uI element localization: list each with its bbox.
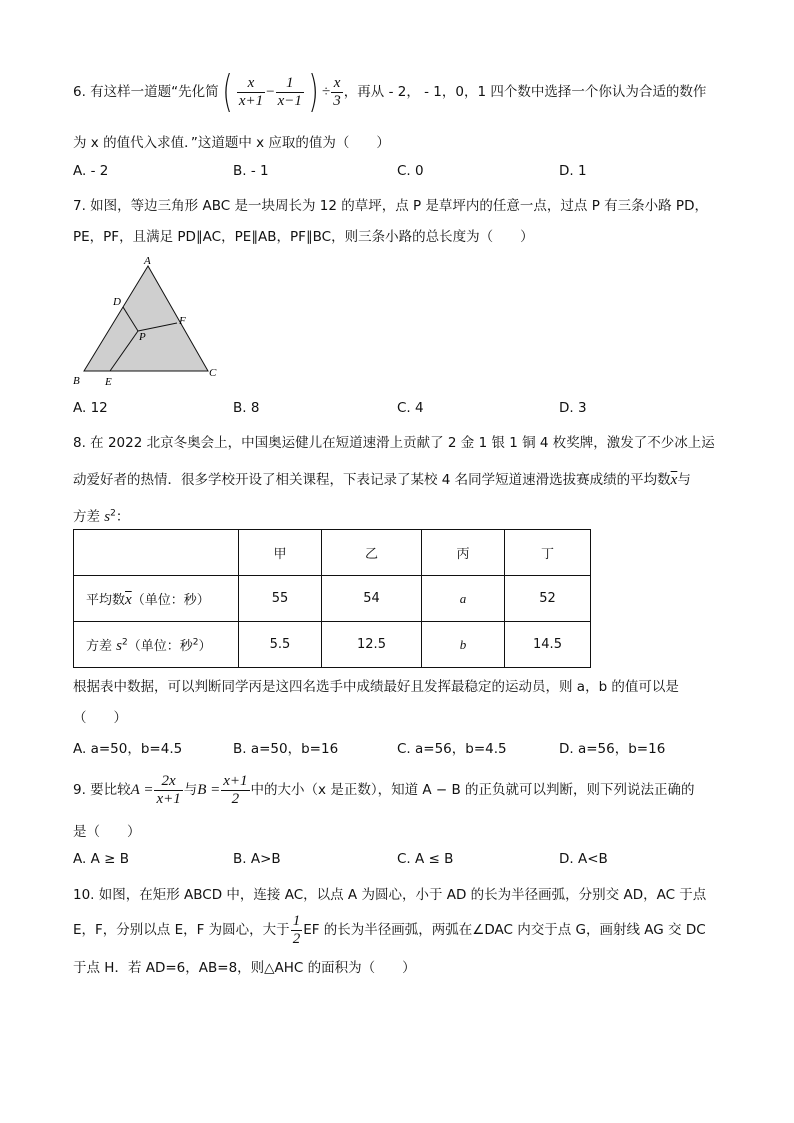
minus-sign: − bbox=[266, 84, 275, 100]
q7-line1: 7. 如图，等边三角形 ABC 是一块周长为 12 的草坪，点 P 是草坪内的任意一点，过点 P 有三条小路 PD， bbox=[73, 198, 708, 214]
label-f: F bbox=[179, 315, 186, 327]
q10-line3: 于点 H．若 AD=6，AB=8，则△AHC 的面积为（ ） bbox=[73, 960, 416, 976]
table-cell: 52 bbox=[505, 576, 591, 622]
table-row bbox=[74, 576, 591, 622]
q6-option-b: B. - 1 bbox=[233, 163, 269, 179]
q10-line2: E，F，分别以点 E，F 为圆心，大于 $\frac{1}{2}$ EF 的长为半径画弧，两弧在∠DAC 内交于点 G，画射线 AG 交 DC bbox=[73, 912, 706, 947]
q6-line1-post: ，再从 - 2， - 1，0，1 四个数中选择一个你认为合适的数作 bbox=[343, 84, 707, 100]
b-equals: B = bbox=[197, 782, 221, 798]
score-table bbox=[73, 529, 591, 668]
q6-frac-b: $\frac{1}{x-1}$ bbox=[277, 74, 302, 109]
q8-option-d: D. a=56，b=16 bbox=[559, 741, 666, 757]
q8-after1: 根据表中数据，可以判断同学丙是这四名选手中成绩最好且发挥最稳定的运动员，则 a，b 的值可以是 bbox=[73, 679, 679, 695]
table-header-yi: 乙 bbox=[322, 530, 422, 576]
q6-option-c: C. 0 bbox=[397, 163, 424, 179]
q8-line3: 方差 $s^2$： bbox=[73, 508, 130, 525]
q9-option-c: C. A ≤ B bbox=[397, 851, 454, 867]
q9-option-a: A. A ≥ B bbox=[73, 851, 129, 867]
table-header-row bbox=[74, 530, 591, 576]
label-d: D bbox=[113, 296, 121, 308]
q6-frac-c: $\frac{x}{3}$ bbox=[333, 74, 341, 109]
table-header-empty bbox=[74, 530, 239, 576]
label-a: A bbox=[144, 255, 151, 267]
q6-line1 bbox=[73, 66, 707, 117]
q9-frac-b: $\frac{x+1}{2}$ bbox=[223, 772, 248, 807]
table-cell: 5.5 bbox=[239, 622, 322, 668]
table-cell: a bbox=[422, 576, 505, 622]
div-sign: ÷ bbox=[322, 84, 331, 100]
q7-option-a: A. 12 bbox=[73, 400, 108, 416]
triangle-figure bbox=[68, 254, 228, 390]
q7-option-c: C. 4 bbox=[397, 400, 424, 416]
q9-line2: 是（ ） bbox=[73, 824, 141, 840]
q8-option-b: B. a=50，b=16 bbox=[233, 741, 339, 757]
table-header-bing: 丙 bbox=[422, 530, 505, 576]
q7-option-b: B. 8 bbox=[233, 400, 260, 416]
q8-line1: 8. 在 2022 北京冬奥会上，中国奥运健儿在短道速滑上贡献了 2 金 1 银 1 铜 4 枚奖牌，激发了不少冰上运 bbox=[73, 435, 715, 451]
left-paren: ( bbox=[222, 66, 233, 117]
q6-option-d: D. 1 bbox=[559, 163, 587, 179]
mean-symbol: $\overline{x}$ bbox=[670, 472, 678, 488]
q6-line1-pre: 6. 有这样一道题“先化简 bbox=[73, 84, 219, 100]
table-header-jia: 甲 bbox=[239, 530, 322, 576]
table-row bbox=[74, 622, 591, 668]
q9-option-d: D. A<B bbox=[559, 851, 608, 867]
q6-frac-a: $\frac{x}{x+1}$ bbox=[238, 74, 264, 109]
table-cell: 14.5 bbox=[505, 622, 591, 668]
q9-line1: 9. 要比较A = $\frac{2x}{x+1}$ 与B = $\frac{x+1}{2}$ 中的大小（x 是正数），知道 A − B 的正负就可以判断，则下列说法正确的 bbox=[73, 772, 695, 807]
q8-option-c: C. a=56，b=4.5 bbox=[397, 741, 507, 757]
right-paren: ) bbox=[308, 66, 319, 117]
q7-option-d: D. 3 bbox=[559, 400, 587, 416]
label-p: P bbox=[139, 331, 146, 343]
a-equals: A = bbox=[130, 782, 154, 798]
label-b: B bbox=[73, 375, 80, 387]
q9-frac-a: $\frac{2x}{x+1}$ bbox=[156, 772, 181, 807]
triangle-abc bbox=[84, 266, 208, 371]
label-e: E bbox=[105, 376, 112, 388]
q6-option-a: A. - 2 bbox=[73, 163, 109, 179]
label-c: C bbox=[209, 367, 217, 379]
row-label-mean: 平均数$\overline{x}$（单位：秒） bbox=[74, 576, 239, 622]
q8-after2: （ ） bbox=[73, 710, 127, 726]
q6-line2: 为 x 的值代入求值．”这道题中 x 应取的值为（ ） bbox=[73, 135, 390, 151]
table-cell: 55 bbox=[239, 576, 322, 622]
table-cell: 54 bbox=[322, 576, 422, 622]
q7-line2: PE，PF，且满足 PD∥AC，PE∥AB，PF∥BC，则三条小路的总长度为（ ） bbox=[73, 229, 534, 245]
q9-option-b: B. A>B bbox=[233, 851, 281, 867]
table-header-ding: 丁 bbox=[505, 530, 591, 576]
half-fraction: $\frac{1}{2}$ bbox=[292, 912, 301, 947]
table-cell: b bbox=[422, 622, 505, 668]
q10-line1: 10. 如图，在矩形 ABCD 中，连接 AC，以点 A 为圆心，小于 AD 的长为半径画弧，分别交 AD，AC 于点 bbox=[73, 887, 707, 903]
q8-option-a: A. a=50，b=4.5 bbox=[73, 741, 183, 757]
table-cell: 12.5 bbox=[322, 622, 422, 668]
row-label-variance: 方差 $s^2$（单位：秒$^2$） bbox=[74, 622, 239, 668]
q8-line2: 动爱好者的热情．很多学校开设了相关课程，下表记录了某校 4 名同学短道速滑选拔赛成绩的平均数$\overline{x}$与 bbox=[73, 472, 691, 488]
